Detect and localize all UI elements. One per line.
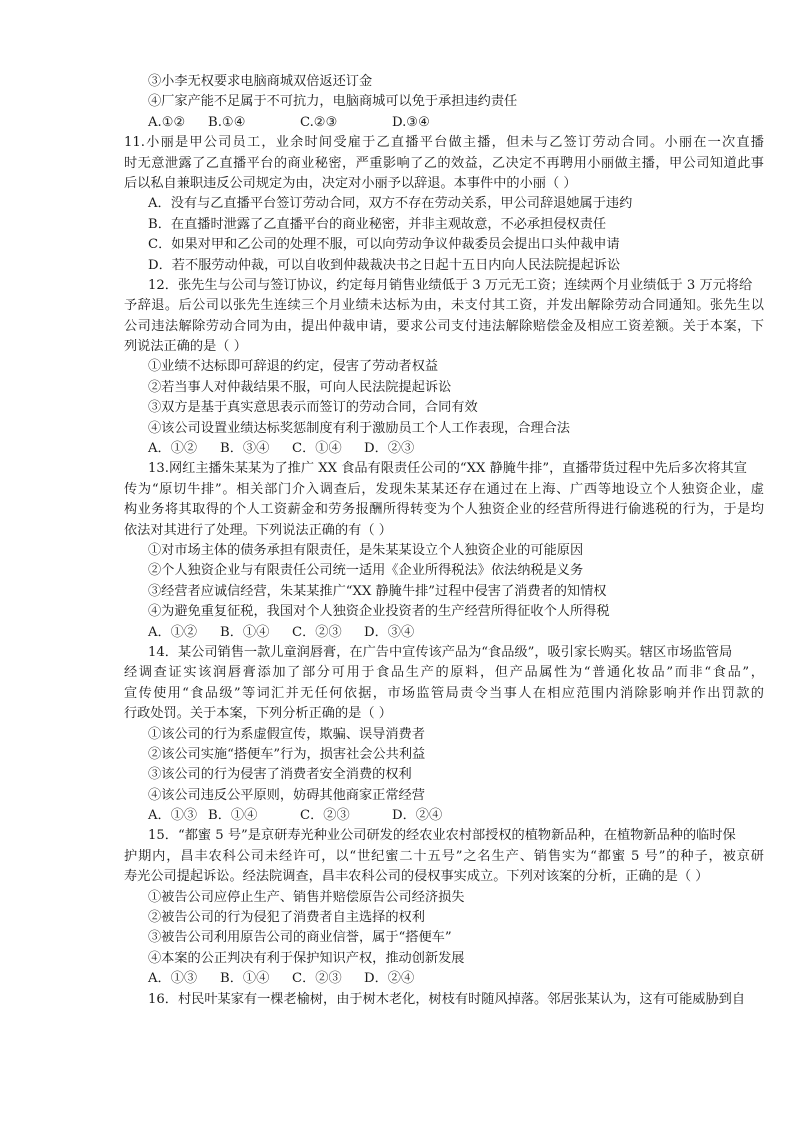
- q15-stem-line: 护期内，昌丰农科公司未经许可，以“世纪蜜二十五号”之名生产、销售实为“都蜜 5 号”的种子，被京研: [124, 848, 764, 864]
- choice-c: C．②③: [292, 971, 342, 987]
- q13-stem-line: 13.网红主播朱某某为了推广 XX 食品有限责任公司的“XX 静腌牛排”，直播带货过程中先后多次将其宣: [148, 461, 747, 477]
- q12-item-3: ③双方是基于真实意思表示而签订的劳动合同，合同有效: [148, 400, 478, 416]
- choice-b: B.①④: [208, 114, 246, 130]
- q14-stem-line: 经调查证实该润唇膏添加了部分可用于食品生产的原料，但产品属性为“普通化妆品”而非“食品”，: [124, 665, 764, 681]
- choice-c: C．②③: [300, 808, 350, 824]
- q11-stem-line: 后以私自兼职违反公司规定为由，决定对小丽予以辞退。本事件中的小丽（ ）: [124, 175, 577, 191]
- q15-item-1: ①被告公司应停止生产、销售并赔偿原告公司经济损失: [148, 889, 465, 905]
- q10-item-3: ③小李无权要求电脑商城双倍返还订金: [148, 74, 373, 89]
- q15-stem-line: 15．“都蜜 5 号”是京研寿光种业公司研发的经农业农村部授权的植物新品种，在植物新品种的临时保: [148, 828, 736, 844]
- choice-c: C.②③: [300, 114, 338, 130]
- q11-option-b: B．在直播时泄露了乙直播平台的商业秘密，并非主观故意，不必承担侵权责任: [148, 216, 607, 232]
- choice-a: A.①②: [148, 114, 186, 130]
- q14-stem-line: 宣传使用“食品级”等词汇并无任何依据，市场监管局责令当事人在相应范围内消除影响并作出罚款的: [124, 685, 764, 701]
- choice-a: A．①③: [148, 971, 198, 987]
- q11-option-d: D．若不服劳动仲裁，可以自收到仲裁裁决书之日起十五日内向人民法院提起诉讼: [148, 257, 621, 273]
- q13-choices: [0, 623, 794, 643]
- q14-item-3: ③该公司的行为侵害了消费者安全消费的权利: [148, 767, 412, 783]
- q13-stem-line: 构业务将其取得的个人工资薪金和劳务报酬所得转变为个人独资企业的经营所得进行偷逃税的行为，于是均: [124, 502, 764, 518]
- choice-d: D．②④: [392, 808, 443, 824]
- q12-stem-line: 12．张先生与公司与签订协议，约定每月销售业绩低于 3 万元无工资；连续两个月业绩低于 3 万元将给: [148, 277, 753, 293]
- choice-b: B．①④: [208, 808, 258, 824]
- q15-item-4: ④本案的公正判决有利于保护知识产权，推动创新发展: [148, 950, 465, 966]
- q11-stem-line: 时无意泄露了乙直播平台的商业秘密，严重影响了乙的效益，乙决定不再聘用小丽做主播，甲公司知道此事: [124, 155, 764, 171]
- choice-b: B．①④: [220, 971, 270, 987]
- choice-b: B．③④: [220, 441, 270, 457]
- q11-stem-line: 11.小丽是甲公司员工，业余时间受雇于乙直播平台做主播，但未与乙签订劳动合同。小丽在一次直播: [124, 135, 764, 151]
- q13-stem-line: 依法对其进行了处理。下列说法正确的有（ ）: [124, 522, 392, 538]
- q12-stem-line: 公司违法解除劳动合同为由，提出仲裁申请，要求公司支付违法解除赔偿金及相应工资差额。关于本案，下: [124, 318, 764, 334]
- q16-stem-line: 16．村民叶某家有一棵老榆树，由于树木老化，树枝有时随风掉落。邻居张某认为，这有可能威胁到自: [148, 991, 746, 1007]
- choice-c: C．①④: [292, 441, 342, 457]
- q10-item-4: ④厂家产能不足属于不可抗力，电脑商城可以免于承担违约责任: [148, 94, 518, 110]
- choice-d: D．③④: [364, 624, 415, 640]
- q13-item-3: ③经营者应诚信经营，朱某某推广“XX 静腌牛排”过程中侵害了消费者的知情权: [148, 583, 607, 599]
- choice-c: C．②③: [292, 624, 342, 640]
- q14-item-4: ④该公司违反公平原则，妨碍其他商家正常经营: [148, 787, 425, 803]
- q12-stem-line: 列说法正确的是（ ）: [124, 339, 247, 355]
- q12-item-2: ②若当事人对仲裁结果不服，可向人民法院提起诉讼: [148, 379, 452, 395]
- q14-item-1: ①该公司的行为系虚假宣传，欺骗、误导消费者: [148, 726, 425, 742]
- q13-item-2: ②个人独资企业与有限责任公司统一适用《企业所得税法》依法纳税是义务: [148, 563, 584, 579]
- choice-b: B．①④: [220, 624, 270, 640]
- choice-d: D．②④: [364, 971, 415, 987]
- q11-option-c: C．如果对甲和乙公司的处理不服，可以向劳动争议仲裁委员会提出口头仲裁申请: [148, 237, 620, 253]
- q13-item-1: ①对市场主体的债务承担有限责任，是朱某某设立个人独资企业的可能原因: [148, 542, 584, 558]
- choice-a: A．①③: [148, 808, 198, 824]
- exam-page: [0, 72, 794, 1010]
- q15-stem-line: 寿光公司提起诉讼。经法院调查，昌丰农科公司的侵权事实成立。下列对该案的分析，正确的是（ ）: [124, 869, 709, 885]
- q14-choices: [0, 806, 794, 826]
- q12-item-4: ④该公司设置业绩达标奖惩制度有利于激励员工个人工作表现，合理合法: [148, 420, 570, 436]
- choice-a: A．①②: [148, 624, 198, 640]
- q15-item-3: ③被告公司利用原告公司的商业信誉，属于“搭便车”: [148, 930, 452, 946]
- choice-d: D．②③: [364, 441, 415, 457]
- q12-choices: [0, 439, 794, 459]
- q14-item-2: ②该公司实施“搭便车”行为，损害社会公共利益: [148, 746, 426, 762]
- choice-d: D.③④: [392, 114, 430, 130]
- q14-stem-line: 行政处罚。关于本案，下列分析正确的是（ ）: [124, 706, 392, 722]
- q13-item-4: ④为避免重复征税，我国对个人独资企业投资者的生产经营所得征收个人所得税: [148, 604, 610, 620]
- q12-item-1: ①业绩不达标即可辞退的约定，侵害了劳动者权益: [148, 359, 439, 375]
- choice-a: A．①②: [148, 441, 198, 457]
- q11-option-a: A．没有与乙直播平台签订劳动合同，双方不存在劳动关系，甲公司辞退她属于违约: [148, 196, 633, 212]
- q15-choices: [0, 969, 794, 989]
- q14-stem-line: 14．某公司销售一款儿童润唇膏，在广告中宣传该产品为“食品级”，吸引家长购买。辖区市场监管局: [148, 644, 733, 660]
- q10-choices: [0, 113, 794, 133]
- q15-item-2: ②被告公司的行为侵犯了消费者自主选择的权利: [148, 910, 425, 926]
- q13-stem-line: 传为“原切牛排”。相关部门介入调查后，发现朱某某还存在通过在上海、广西等地设立个人独资企业，虚: [124, 481, 764, 497]
- q12-stem-line: 予辞退。后公司以张先生连续三个月业绩未达标为由，未支付其工资，并发出解除劳动合同通知。张先生以: [124, 298, 764, 314]
